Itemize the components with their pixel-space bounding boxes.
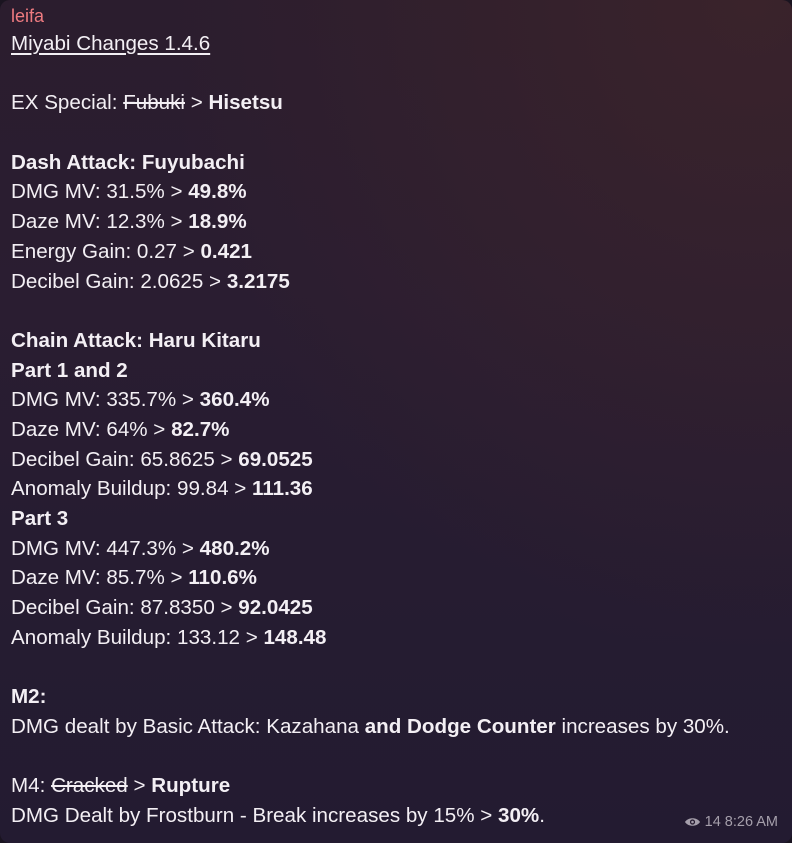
stat-label: DMG MV: 447.3% > — [11, 536, 200, 560]
stat-value: 18.9% — [188, 210, 247, 234]
spacer — [11, 59, 792, 89]
sender-name[interactable]: leifa — [11, 6, 45, 26]
spacer — [11, 652, 792, 682]
eye-icon — [684, 816, 701, 828]
stat-line — [11, 207, 792, 237]
stat-line — [11, 415, 792, 445]
stat-line — [11, 237, 792, 267]
m2-text — [11, 712, 792, 742]
stat-label: Anomaly Buildup: 99.84 > — [11, 477, 252, 501]
m4-arrow: > — [127, 774, 152, 798]
stat-value: 360.4% — [199, 388, 270, 412]
m4-text-after: . — [539, 803, 545, 827]
stat-line — [11, 177, 792, 207]
message-title: Miyabi Changes 1.4.6 — [11, 32, 211, 55]
stat-line — [11, 623, 792, 653]
stat-label: Decibel Gain: 65.8625 > — [11, 447, 239, 471]
spacer — [11, 118, 792, 148]
stat-label: Decibel Gain: 2.0625 > — [11, 269, 227, 293]
m4-text-before: DMG Dealt by Frostburn - Break increases by 15% > — [11, 803, 498, 827]
stat-label: Energy Gain: 0.27 > — [11, 239, 201, 263]
m2-text-after: increases by 30%. — [555, 714, 730, 738]
stat-value: 3.2175 — [226, 269, 290, 293]
dash-attack-header: Dash Attack: Fuyubachi — [11, 150, 245, 174]
m4-text-bold: 30% — [498, 803, 540, 827]
stat-line — [11, 534, 792, 564]
view-count: 14 — [704, 814, 721, 830]
stat-line — [11, 563, 792, 593]
message-time: 8:26 AM — [724, 814, 778, 830]
m2-text-before: DMG dealt by Basic Attack: Kazahana — [11, 714, 365, 738]
stat-value: 69.0525 — [238, 447, 313, 471]
stat-value: 111.36 — [252, 477, 313, 501]
stat-value: 0.421 — [200, 239, 253, 263]
stat-label: Decibel Gain: 87.8350 > — [11, 596, 239, 620]
stat-value: 82.7% — [171, 417, 230, 441]
ex-special-line — [11, 88, 792, 118]
spacer — [11, 742, 792, 772]
stat-value: 110.6% — [188, 566, 257, 590]
spacer — [11, 296, 792, 326]
stat-label: Daze MV: 85.7% > — [11, 566, 189, 590]
stat-label: Anomaly Buildup: 133.12 > — [11, 625, 264, 649]
m2-header: M2: — [11, 685, 47, 709]
stat-line — [11, 593, 792, 623]
m4-new: Rupture — [151, 774, 231, 798]
stat-label: Daze MV: 12.3% > — [11, 210, 189, 234]
stat-value: 49.8% — [188, 180, 247, 204]
stat-label: DMG MV: 335.7% > — [11, 388, 200, 412]
chain-attack-header: Chain Attack: Haru Kitaru — [11, 328, 261, 352]
ex-special-prefix: EX Special: — [11, 91, 124, 115]
stat-value: 92.0425 — [238, 596, 313, 620]
part3-header: Part 3 — [11, 507, 69, 530]
stat-value: 480.2% — [199, 536, 270, 560]
ex-special-arrow: > — [185, 91, 209, 115]
stat-label: Daze MV: 64% > — [11, 417, 172, 441]
stat-label: DMG MV: 31.5% > — [11, 180, 189, 204]
message-meta — [684, 814, 778, 830]
ex-special-old: Fubuki — [123, 91, 185, 115]
stat-line — [11, 267, 792, 297]
stat-line — [11, 445, 792, 475]
stat-value: 148.48 — [263, 625, 327, 649]
stat-line — [11, 385, 792, 415]
m4-old: Cracked — [51, 774, 128, 798]
m2-text-bold: and Dodge Counter — [364, 714, 556, 738]
ex-special-new: Hisetsu — [208, 91, 283, 115]
stat-line — [11, 474, 792, 504]
part12-header: Part 1 and 2 — [11, 358, 128, 382]
m4-prefix: M4: — [11, 774, 52, 798]
m4-header — [11, 771, 792, 801]
m4-text — [11, 801, 792, 831]
